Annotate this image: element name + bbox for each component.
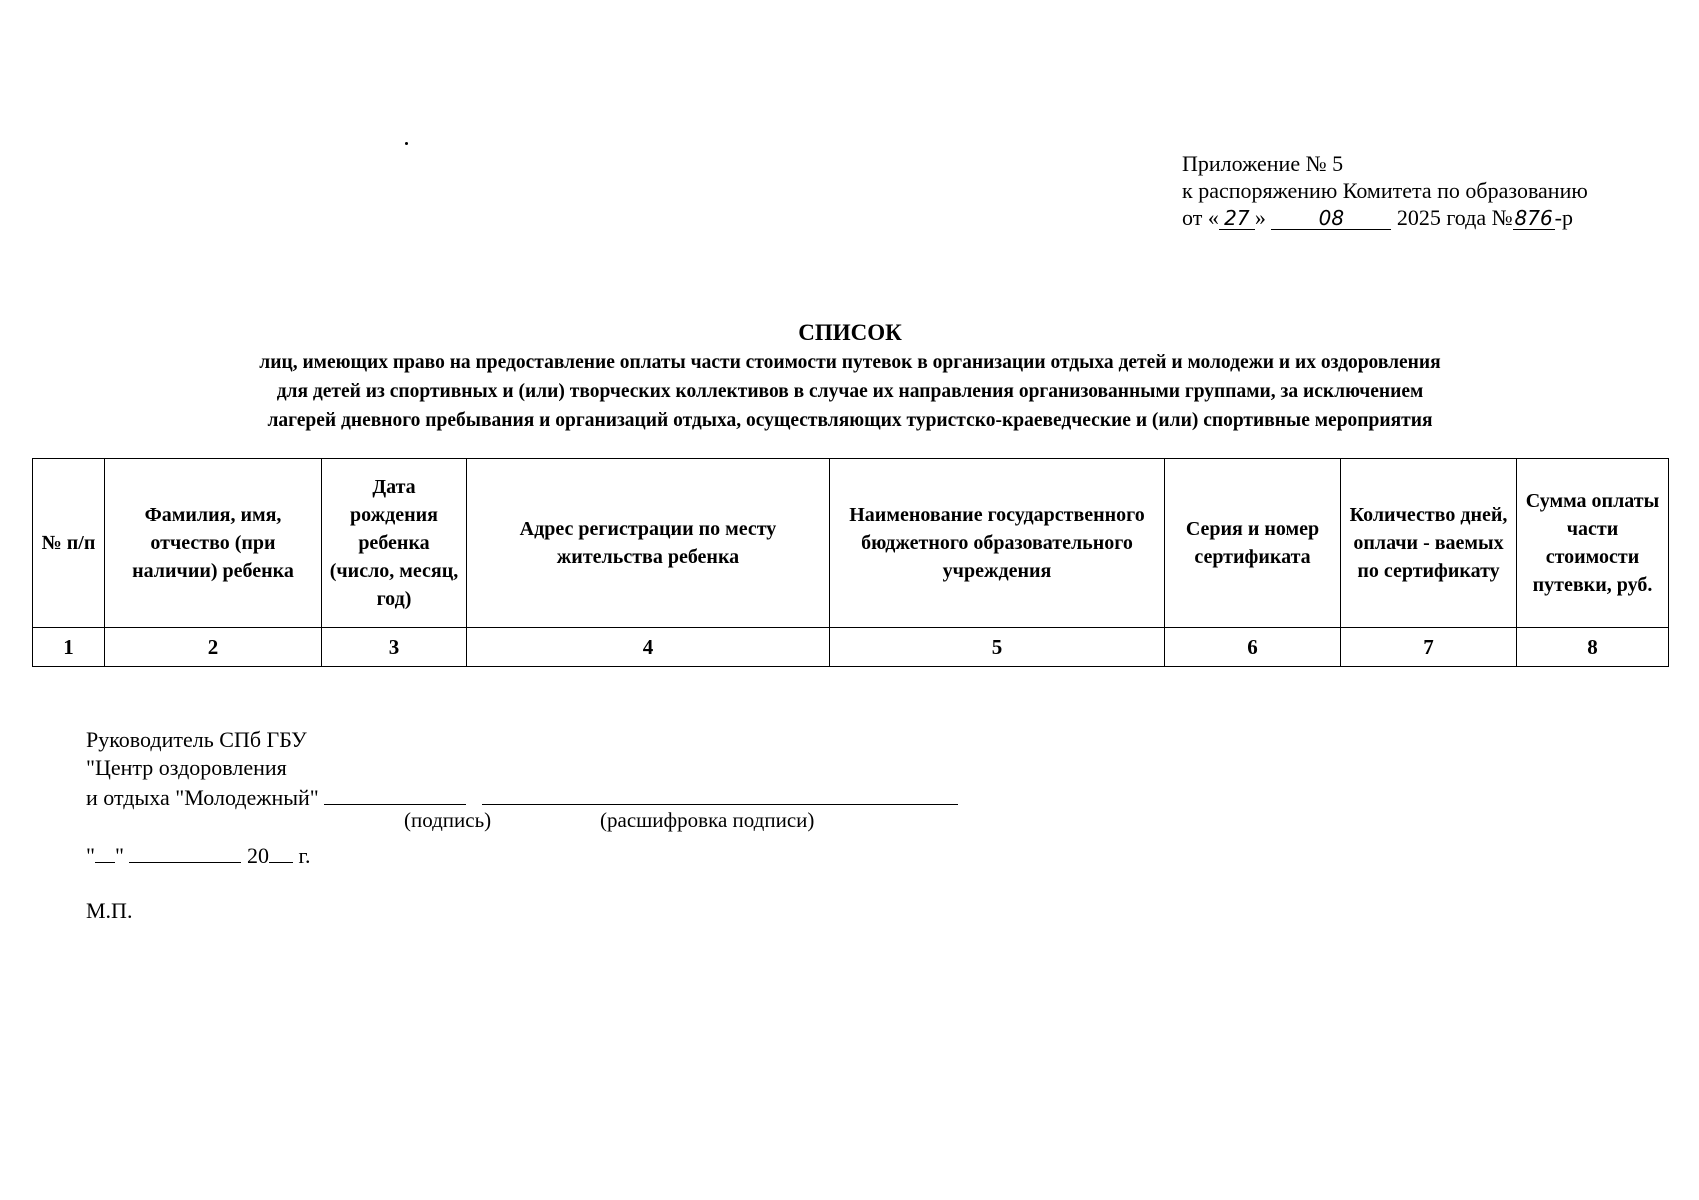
header-full-name: Фамилия, имя, отчество (при наличии) ребенка [105, 459, 322, 628]
column-number: 7 [1341, 628, 1517, 667]
handwritten-month: 08 [1271, 207, 1391, 230]
subtitle-line-3: лагерей дневного пребывания и организаций отдыха, осуществляющих туристско-краеведческие и (или) спортивные мероприятия [267, 410, 1433, 431]
handwritten-day: 27 [1219, 207, 1255, 230]
column-number: 2 [105, 628, 322, 667]
header-paid-days: Количество дней, оплачи - ваемых по сертификату [1341, 459, 1517, 628]
recipients-table [32, 458, 1669, 667]
appendix-block [1182, 150, 1588, 231]
signature-block [86, 726, 958, 812]
signature-line [324, 782, 466, 805]
date-year-blank [269, 840, 293, 863]
signature-position-3 [86, 782, 958, 812]
seal-placeholder: М.П. [86, 898, 133, 923]
date-year: 2025 года № [1396, 205, 1513, 230]
column-number: 5 [830, 628, 1165, 667]
stray-dot [405, 142, 408, 145]
date-month-blank [129, 840, 241, 863]
date-suffix: г. [298, 843, 311, 868]
date-quote-close: " [114, 843, 124, 868]
document-title: СПИСОК [798, 320, 902, 345]
subtitle-line-1: лиц, имеющих право на предоставление оплаты части стоимости путевок в организации отдыха детей и молодежи и их оздоровления [259, 352, 1441, 373]
date-quote-open: " [86, 843, 95, 868]
date-day-blank [95, 840, 115, 863]
number-suffix: -р [1554, 205, 1573, 230]
header-payment-sum: Сумма оплаты части стоимости путевки, руб. [1517, 459, 1669, 628]
table-number-row [33, 628, 1669, 667]
date-century: 20 [246, 843, 269, 868]
header-institution: Наименование государственного бюджетного образовательного учреждения [830, 459, 1165, 628]
signature-date [86, 840, 311, 869]
signature-position-1: Руководитель СПб ГБУ [86, 727, 307, 752]
signature-position-2: "Центр оздоровления [86, 755, 287, 780]
header-address: Адрес регистрации по месту жительства ребенка [467, 459, 830, 628]
handwritten-number: 876 [1514, 206, 1553, 230]
header-birth-date: Дата рождения ребенка (число, месяц, год) [322, 459, 467, 628]
caption-signature: (подпись) [404, 808, 492, 832]
table-header-row [33, 459, 1669, 628]
subtitle-line-2: для детей из спортивных и (или) творческих коллективов в случае их направления организованными группами, за исключением [276, 381, 1424, 402]
header-index: № п/п [33, 459, 105, 628]
document-heading [40, 318, 1660, 435]
header-certificate: Серия и номер сертификата [1165, 459, 1341, 628]
appendix-title: Приложение № 5 [1182, 151, 1344, 176]
column-number: 3 [322, 628, 467, 667]
appendix-reference: к распоряжению Комитета по образованию [1182, 178, 1588, 203]
column-number: 8 [1517, 628, 1669, 667]
column-number: 4 [467, 628, 830, 667]
date-prefix: от « [1182, 205, 1219, 230]
date-mid: » [1254, 205, 1266, 230]
caption-signature-decode: (расшифровка подписи) [600, 808, 815, 832]
signature-decode-line [482, 782, 958, 805]
appendix-date-number [1182, 204, 1588, 231]
column-number: 1 [33, 628, 105, 667]
signature-organization: и отдыха "Молодежный" [86, 785, 319, 810]
column-number: 6 [1165, 628, 1341, 667]
